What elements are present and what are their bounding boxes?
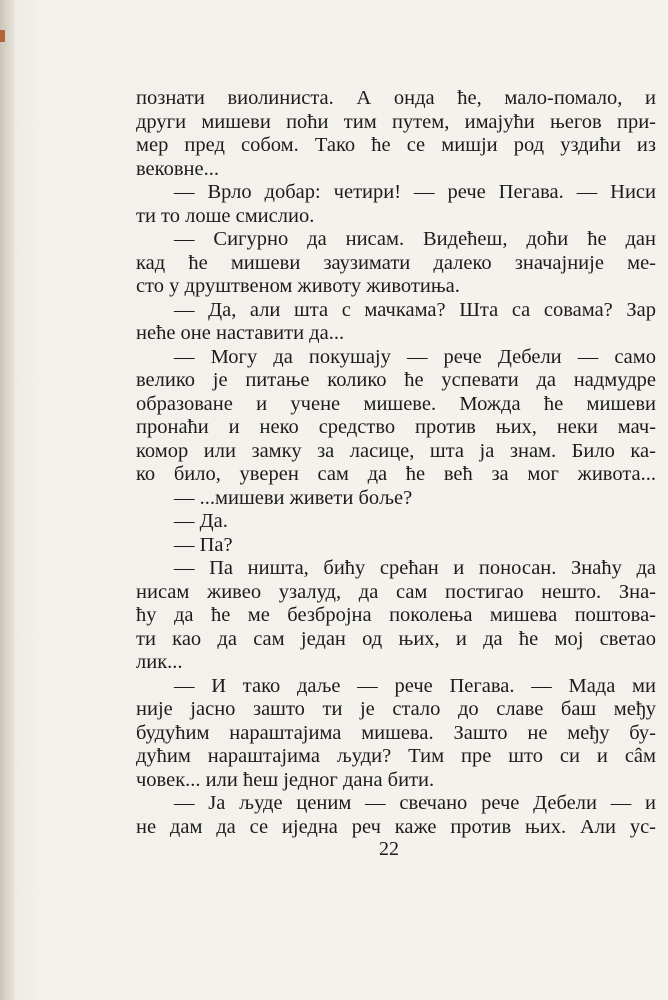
- text-line: други мишеви поћи тим путем, имајући његов при-: [136, 110, 656, 133]
- text-line: — Сигурно да нисам. Видећеш, доћи ће дан: [174, 228, 656, 250]
- text-line: — Па ништа, бићу срећан и поносан. Знаћу да: [174, 557, 656, 579]
- text-line: образоване и учене мишеве. Можда ће мишеви: [136, 392, 656, 415]
- text-line: не дам да се иједна реч каже против њих. Али ус-: [136, 815, 656, 838]
- text-line: лик...: [136, 651, 183, 673]
- text-line: кад ће мишеви заузимати далеко значајније ме-: [136, 251, 656, 274]
- text-line: пронаћи и неко средство против њих, неки мач-: [136, 416, 656, 438]
- text-line: велико је питање колико ће успевати да надмудре: [136, 369, 656, 391]
- text-line: човек... или ћеш једног дана бити.: [136, 768, 435, 791]
- text-line: сто у друштвеном животу животиња.: [136, 275, 460, 297]
- page-number: 22: [379, 838, 399, 860]
- text-line: комор или замку за ласице, шта ја знам. Било ка-: [136, 439, 656, 462]
- text-line: — И тако даље — рече Пегава. — Мада ми: [174, 674, 656, 697]
- text-line: познати виолиниста. А онда ће, мало-помало, и: [136, 87, 656, 109]
- text-line: неће оне наставити да...: [136, 322, 345, 344]
- text-line: — ...мишеви живети боље?: [174, 486, 413, 509]
- text-line: — Врло добар: четири! — рече Пегава. — Ниси: [174, 181, 656, 203]
- body-text: [136, 87, 656, 839]
- text-line: вековне...: [136, 157, 219, 180]
- text-line: ти то лоше смислио.: [136, 204, 315, 227]
- text-line: — Ја људе ценим — свечано рече Дебели — и: [174, 792, 656, 814]
- text-line: мер пред собом. Тако ће се мишји род уздићи из: [136, 134, 656, 156]
- text-line: будућим нараштајима мишева. Зашто не међу бу-: [136, 721, 656, 744]
- text-line: ко било, уверен сам да ће већ за мог живота...: [136, 463, 656, 485]
- text-line: ћу да ће ме безбројна поколења мишева поштова-: [136, 604, 656, 626]
- text-line: — Могу да покушају — рече Дебели — само: [174, 345, 656, 368]
- text-line: нисам живео узалуд, да сам постигао нешто. Зна-: [136, 580, 656, 603]
- text-line: — Да.: [174, 510, 228, 532]
- text-line: — Да, али шта с мачкама? Шта са совама? Зар: [174, 298, 656, 321]
- text-line: — Па?: [174, 533, 233, 556]
- text-line: ти као да сам један од њих, и да ће мој светао: [136, 627, 656, 650]
- text-line: дућим нараштајима људи? Тим пре што си и сâм: [136, 745, 656, 767]
- page-edge-mark: [0, 30, 5, 42]
- text-line: није јасно зашто ти је стало до славе баш међу: [136, 698, 656, 720]
